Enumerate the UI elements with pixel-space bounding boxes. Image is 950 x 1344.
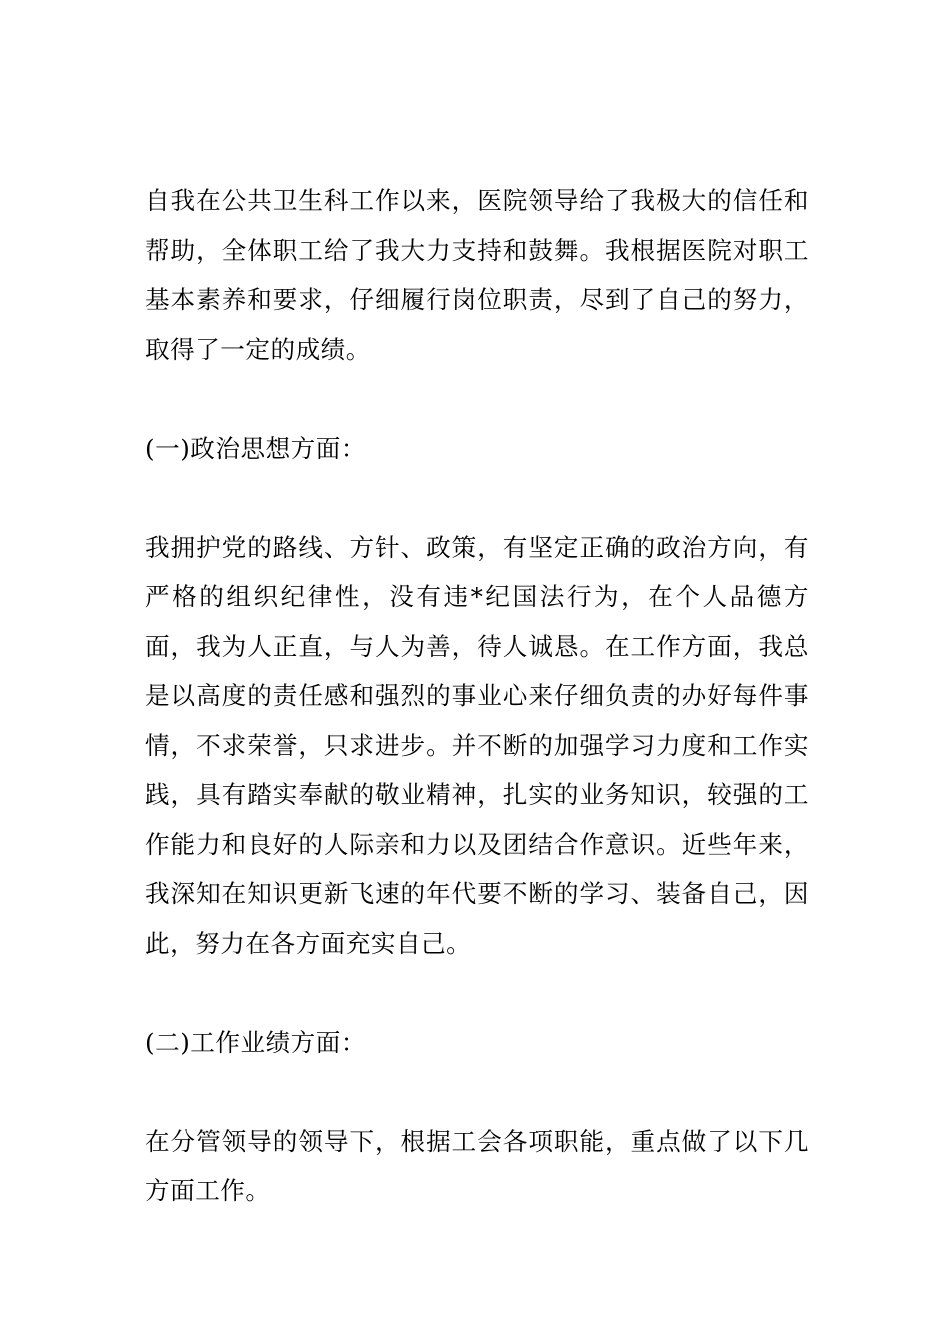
paragraph-spacer <box>145 473 809 523</box>
paragraph-spacer <box>145 1067 809 1117</box>
paragraph-spacer <box>145 374 809 424</box>
paragraph-performance: 在分管领导的领导下，根据工会各项职能，重点做了以下几方面工作。 <box>145 1126 809 1205</box>
document-body <box>145 176 809 1216</box>
section-heading-political: (一)政治思想方面： <box>145 433 366 463</box>
paragraph-political: 我拥护党的路线、方针、政策，有坚定正确的政治方向，有严格的组织纪律性，没有违*纪国法行为，在个人品德方面，我为人正直，与人为善，待人诚恳。在工作方面，我总是以高度的责任感和强烈的事业心来仔细负责的办好每件事情，不求荣誉，只求进步。并不断的加强学习力度和工作实践，具有踏实奉献的敬业精神，扎实的业务知识，较强的工作能力和良好的人际亲和力以及团结合作意识。近些年来，我深知在知识更新飞速的年代要不断的学习、装备自己，因此，努力在各方面充实自己。 <box>145 532 809 958</box>
paragraph-intro: 自我在公共卫生科工作以来，医院领导给了我极大的信任和帮助，全体职工给了我大力支持和鼓舞。我根据医院对职工基本素养和要求，仔细履行岗位职责，尽到了自己的努力，取得了一定的成绩。 <box>145 186 809 364</box>
paragraph-spacer <box>145 968 809 1018</box>
section-heading-performance: (二)工作业绩方面： <box>145 1027 366 1057</box>
